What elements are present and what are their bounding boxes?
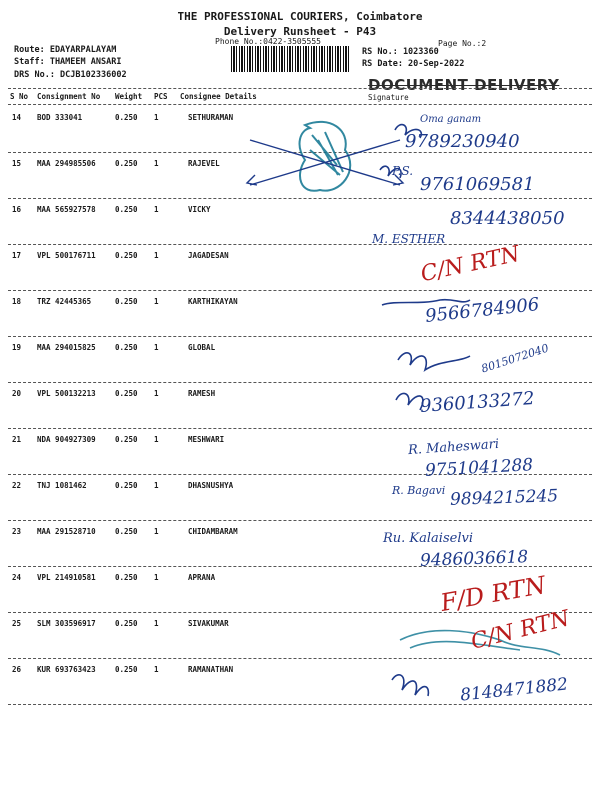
cell-weight: 0.250 [115,205,138,214]
handwritten-return-24: F/D RTN [438,570,548,618]
col-header-consignee: Consignee Details [180,92,257,101]
cell-pcs: 1 [154,205,159,214]
cell-consignment: VPL 500176711 [37,251,96,260]
handwritten-return-25: C/N RTN [468,606,573,655]
col-header-signature: Signature [368,93,409,102]
cell-sno: 18 [12,297,22,306]
handwritten-phone-18: 9566784906 [424,294,541,327]
cell-weight: 0.250 [115,435,138,444]
cell-sno: 17 [12,251,22,260]
cell-weight: 0.250 [115,481,138,490]
cell-consignee: CHIDAMBARAM [188,527,238,536]
cell-pcs: 1 [154,527,159,536]
cell-weight: 0.250 [115,297,138,306]
cell-weight: 0.250 [115,527,138,536]
document-title: THE PROFESSIONAL COURIERS, Coimbatore [177,10,423,23]
staff-label: Staff: THAMEEM ANSARI [14,57,122,67]
handwritten-phone-16: 8344438050 [450,208,565,229]
cell-sno: 14 [12,113,22,122]
scribble-mark [300,122,351,191]
cell-sno: 24 [12,573,22,582]
handwritten-phone-23: 9486036618 [419,547,529,571]
cell-pcs: 1 [154,113,159,122]
page-number: Page No.:2 [438,39,487,48]
cell-pcs: 1 [154,343,159,352]
document-delivery-stamp: DOCUMENT DELIVERY [368,76,560,94]
cell-pcs: 1 [154,573,159,582]
cell-consignment: VPL 214910581 [37,573,96,582]
handwritten-phone-19: 8015072040 [479,341,551,376]
cell-consignee: DHASNUSHYA [188,481,234,490]
handwritten-signature-22: R. Bagavi [392,484,446,497]
cell-consignee: SIVAKUMAR [188,619,229,628]
rs-number: RS No.: 1023360 [362,47,439,57]
cell-consignee: SETHURAMAN [188,113,234,122]
handwritten-phone-26: 8148471882 [459,674,569,706]
col-header-weight: Weight [115,92,143,101]
cell-consignment: TRZ 42445365 [37,297,92,306]
cell-consignee: JAGADESAN [188,251,229,260]
cell-weight: 0.250 [115,573,138,582]
cell-sno: 16 [12,205,22,214]
cell-pcs: 1 [154,251,159,260]
cell-pcs: 1 [154,297,159,306]
cell-consignee: RAMANATHAN [188,665,234,674]
handwritten-signature-16: M. ESTHER [372,232,446,246]
cell-sno: 23 [12,527,22,536]
cell-pcs: 1 [154,435,159,444]
handwritten-signature-15: P.S. [392,164,414,178]
cell-consignee: RAMESH [188,389,216,398]
cell-sno: 15 [12,159,22,168]
col-header-pcs: PCS [154,92,168,101]
cell-pcs: 1 [154,665,159,674]
cell-pcs: 1 [154,481,159,490]
cross-arrow-mark [247,140,403,185]
cell-sno: 20 [12,389,22,398]
drs-number: DRS No.: DCJB102336002 [14,70,127,80]
rs-date: RS Date: 20-Sep-2022 [362,59,465,69]
cell-pcs: 1 [154,389,159,398]
handwritten-name-23: Ru. Kalaiselvi [383,531,473,546]
col-header-consignment: Consignment No [37,92,101,101]
col-header-sno: S No [10,92,29,101]
route-label: Route: EDAYARPALAYAM [14,45,117,55]
handwritten-phone-20: 9360133272 [419,388,536,417]
cell-consignment: MAA 294015825 [37,343,96,352]
handwritten-phone-14: 9789230940 [405,131,520,152]
cell-weight: 0.250 [115,389,138,398]
cell-consignment: MAA 291528710 [37,527,96,536]
handwritten-phone-21: 9751041288 [424,455,534,481]
handwritten-return-17: C/N RTN [418,241,523,288]
cell-sno: 22 [12,481,22,490]
cell-weight: 0.250 [115,619,138,628]
cell-consignment: MAA 565927578 [37,205,96,214]
cell-consignment: KUR 693763423 [37,665,96,674]
handwritten-phone-22: 9894215245 [449,486,559,510]
cell-consignee: MESHWARI [188,435,225,444]
handwritten-name-21: R. Maheswari [407,436,500,459]
cell-consignment: SLM 303596917 [37,619,96,628]
cell-sno: 19 [12,343,22,352]
cell-consignment: VPL 500132213 [37,389,96,398]
phone-number: Phone No.:0422-3505555 [215,37,321,46]
cell-weight: 0.250 [115,159,138,168]
cell-consignment: TNJ 1081462 [37,481,87,490]
cell-sno: 25 [12,619,22,628]
document-subtitle: Delivery Runsheet - P43 [223,25,377,38]
cell-consignee: RAJEVEL [188,159,220,168]
cell-sno: 21 [12,435,22,444]
cell-consignee: APRANA [188,573,216,582]
cell-consignee: KARTHIKAYAN [188,297,238,306]
cell-sno: 26 [12,665,22,674]
cell-pcs: 1 [154,159,159,168]
cell-pcs: 1 [154,619,159,628]
cell-consignment: MAA 294985506 [37,159,96,168]
handwritten-signature-14: Oma ganam [420,114,482,125]
cell-consignment: BOD 333041 [37,113,83,122]
cell-consignee: GLOBAL [188,343,216,352]
cell-weight: 0.250 [115,343,138,352]
cell-consignee: VICKY [188,205,211,214]
cell-consignment: NDA 904927309 [37,435,96,444]
handwritten-phone-15: 9761069581 [420,174,535,195]
cell-weight: 0.250 [115,251,138,260]
cell-weight: 0.250 [115,113,138,122]
cell-weight: 0.250 [115,665,138,674]
